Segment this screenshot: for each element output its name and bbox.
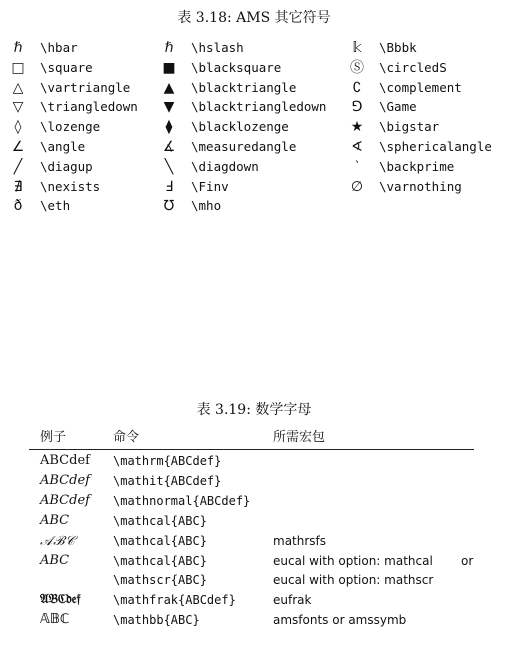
package-or-note: or <box>461 553 474 568</box>
command-cell: \mathbb{ABC} <box>113 613 200 628</box>
symbol-glyph: ‵ <box>355 158 359 175</box>
symbol-row <box>0 196 508 216</box>
command-cell: \mathrm{ABCdef} <box>113 454 222 468</box>
symbol-command: \blacksquare <box>191 59 282 75</box>
symbol-glyph: ⅁ <box>351 99 363 116</box>
example-cell: ABCdef <box>40 492 90 508</box>
command-cell: \mathscr{ABC} <box>113 573 207 588</box>
symbol-row <box>0 137 508 157</box>
example-cell: 𝔄𝔅ℭ𝔡𝔢𝔣 <box>40 592 81 608</box>
table-row <box>0 551 508 571</box>
command-cell: \mathcal{ABC} <box>113 553 207 568</box>
symbol-glyph: ∄ <box>13 178 23 195</box>
symbol-glyph: ╱ <box>13 158 23 175</box>
symbol-glyph: ▼ <box>163 99 175 116</box>
symbol-command: \hslash <box>191 40 244 55</box>
header-package: 所需宏包 <box>273 430 326 445</box>
symbol-glyph: Ⓢ <box>350 59 364 76</box>
symbol-command: \mho <box>191 198 222 214</box>
header-rule <box>29 449 474 450</box>
table-caption-math-alphabets: 表 3.19: 数学字母 <box>196 402 312 418</box>
symbol-glyph: □ <box>11 59 25 76</box>
symbol-glyph: ★ <box>350 119 364 136</box>
symbol-glyph: ℏ <box>164 40 174 56</box>
example-cell: 𝔸𝔹ℂ <box>40 612 70 628</box>
symbol-command: \lozenge <box>40 119 101 135</box>
table-row <box>0 610 508 630</box>
table-row <box>0 570 508 590</box>
symbol-row <box>0 117 508 137</box>
table-caption-ams-symbols: 表 3.18: AMS 其它符号 <box>177 10 331 26</box>
symbol-glyph: ∅ <box>350 178 364 195</box>
symbol-glyph: ◊ <box>14 119 22 136</box>
symbol-command: \square <box>40 59 93 75</box>
symbol-command: \hbar <box>40 40 78 55</box>
symbol-glyph: ∡ <box>162 139 176 155</box>
command-cell: \mathcal{ABC} <box>113 513 207 528</box>
symbol-command: \measuredangle <box>191 139 297 154</box>
example-cell: 𝒜ℬ𝒞 <box>40 532 76 548</box>
symbol-row <box>0 78 508 98</box>
symbol-command: \diagdown <box>191 158 259 174</box>
symbol-command: \Finv <box>191 178 229 194</box>
symbol-command: \triangledown <box>40 99 138 115</box>
symbol-command: \blacktriangle <box>191 79 297 95</box>
package-cell: mathrsfs <box>273 533 327 548</box>
command-cell: \mathcal{ABC} <box>113 533 207 548</box>
table-row <box>0 531 508 551</box>
package-cell: eucal with option: mathcal <box>273 553 433 568</box>
symbol-glyph: △ <box>12 79 24 96</box>
symbol-command: \nexists <box>40 178 101 194</box>
package-cell: amsfonts or amssymb <box>273 613 407 628</box>
table-row <box>0 471 508 491</box>
table-header <box>0 428 508 448</box>
package-cell: eucal with option: mathscr <box>273 573 434 588</box>
symbol-command: \circledS <box>379 59 447 75</box>
symbol-glyph: ⧫ <box>165 119 173 136</box>
symbol-command: \varnothing <box>379 178 462 194</box>
table-row <box>0 451 508 471</box>
symbol-row <box>0 157 508 177</box>
symbol-command: \bigstar <box>379 119 440 135</box>
symbol-row <box>0 177 508 197</box>
symbol-command: \blacktriangledown <box>191 99 327 115</box>
symbol-glyph: ℏ <box>13 40 23 56</box>
symbol-command: \backprime <box>379 158 455 174</box>
symbol-command: \complement <box>379 79 462 95</box>
command-cell: \mathit{ABCdef} <box>113 473 222 488</box>
table-row <box>0 511 508 531</box>
package-cell: eufrak <box>273 593 312 608</box>
symbol-glyph: 𝕜 <box>352 40 362 56</box>
symbol-row <box>0 38 508 58</box>
command-cell: \mathfrak{ABCdef} <box>113 593 236 608</box>
symbol-row <box>0 97 508 117</box>
symbol-command: \angle <box>40 139 86 154</box>
symbol-row <box>0 58 508 78</box>
symbol-glyph: ▽ <box>12 99 24 116</box>
header-command: 命令 <box>113 430 140 445</box>
symbol-glyph: ∠ <box>11 139 25 155</box>
example-cell: ABCdef <box>40 453 90 468</box>
table-row <box>0 491 508 511</box>
header-example: 例子 <box>40 430 67 445</box>
symbol-glyph: ð <box>13 198 23 215</box>
symbol-glyph: ∢ <box>351 139 363 155</box>
symbol-command: \eth <box>40 198 71 214</box>
symbol-glyph: ▲ <box>163 79 175 96</box>
symbol-glyph: ∁ <box>352 79 362 96</box>
command-cell: \mathnormal{ABCdef} <box>113 493 251 508</box>
symbol-glyph: ■ <box>162 59 176 76</box>
symbol-command: \Game <box>379 99 417 115</box>
symbol-command: \diagup <box>40 158 93 174</box>
symbol-glyph: Ⅎ <box>164 178 174 195</box>
symbol-command: \blacklozenge <box>191 119 289 135</box>
example-cell: ABCdef <box>40 472 90 488</box>
example-cell: ABC <box>40 552 70 568</box>
symbol-command: \Bbbk <box>379 40 417 55</box>
symbol-command: \sphericalangle <box>379 139 492 154</box>
symbol-glyph: ℧ <box>163 198 175 215</box>
symbol-glyph: ╲ <box>164 158 174 175</box>
symbol-command: \vartriangle <box>40 79 131 95</box>
example-cell: ABC <box>40 512 70 528</box>
table-row <box>0 590 508 610</box>
